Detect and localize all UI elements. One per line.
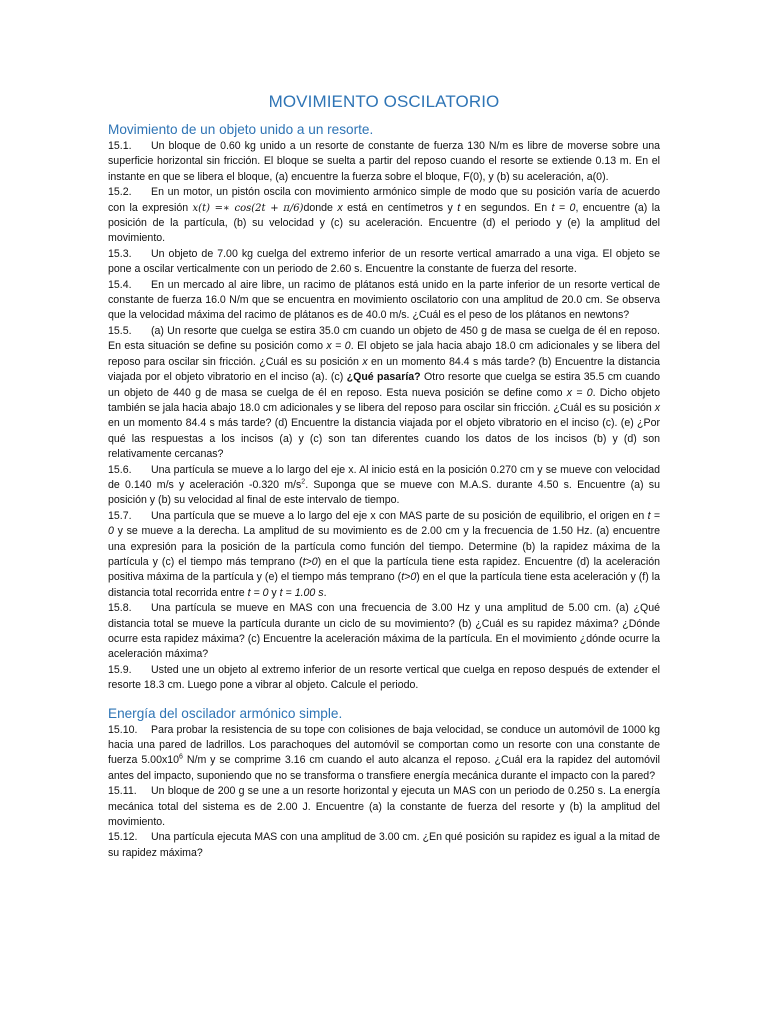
problem-text: en un momento 84.4 s más tarde? (b) Encuentre la distancia viajada por el objeto vibratorio en el inciso (a). (c) xyxy=(108,355,660,384)
problem-number: 15.4. xyxy=(108,278,132,291)
problem-text: Un bloque de 200 g se une a un resorte horizontal y ejecuta un MAS con un periodo de 0.250 s. La energía mecánica total del sistema es de 2.00 J. Encuentre (a) la constante de fuerza del resorte y (b) la amplitud del movimiento. xyxy=(108,785,660,829)
variable-x: x xyxy=(337,201,343,214)
problem-number: 15.5. xyxy=(108,324,132,337)
variable-t-positive: t>0 xyxy=(401,571,417,584)
problem-15-11 xyxy=(108,784,660,830)
variable-t: t xyxy=(457,201,461,214)
what-if-label: ¿Qué pasaría? xyxy=(346,371,421,384)
problem-number: 15.11. xyxy=(108,785,137,798)
problem-number: 15.2. xyxy=(108,186,132,199)
variable-t-one: t = 1.00 s xyxy=(279,586,324,599)
problem-text: Una partícula se mueve en MAS con una frecuencia de 3.00 Hz y una amplitud de 5.00 cm. (a) ¿Qué distancia total se mueve la partícula durante un ciclo de su movimiento? (b) ¿Cuál es su rapidez máxima? ¿Dónde ocurre esta rapidez máxima? (c) Encuentre la aceleración máxima de la partícula. En el movimiento ¿dónde ocurre la aceleración máxima? xyxy=(108,602,660,661)
variable-t-zero: t = 0 xyxy=(247,586,269,599)
variable-x: x xyxy=(654,401,660,414)
problem-text: y xyxy=(268,586,280,599)
superscript: 2 xyxy=(301,478,306,486)
problem-text: ) en el que la partícula tiene esta aceleración y (f) la distancia total recorrida entre xyxy=(108,571,661,599)
problem-text: donde xyxy=(303,201,338,214)
problem-text: N/m y se comprime 3.16 cm cuando el auto alcanza el reposo. ¿Cuál era la rapidez del automóvil antes del impacto, suponiendo que no se transforma o transfiere energía mecánica durante el impacto con la pared? xyxy=(108,754,660,782)
problem-text: Una partícula se mueve a lo largo del eje x. Al inicio está en la posición 0.270 cm y se mueve con velocidad de 0.140 m/s y aceleración -0.320 m/s xyxy=(108,463,660,491)
problem-number: 15.6. xyxy=(108,463,132,476)
problem-number: 15.9. xyxy=(108,663,132,676)
superscript: 6 xyxy=(179,753,183,761)
problem-text: en segundos. En xyxy=(460,201,552,214)
variable-t-zero: t = 0 xyxy=(551,201,576,214)
problem-text: Usted une un objeto al extremo inferior de un resorte vertical que cuelga en reposo después de extender el resorte 18.3 cm. Luego pone a vibrar al objeto. Calcule el periodo. xyxy=(108,663,660,692)
problem-number: 15.8. xyxy=(108,602,132,615)
problem-number: 15.3. xyxy=(108,247,132,260)
problem-15-3 xyxy=(108,247,660,278)
problem-text: . Suponga que se mueve con M.A.S. durante 4.50 s. Encuentre (a) su posición y (b) su velocidad al final de este intervalo de tiempo. xyxy=(108,478,660,507)
problem-text: ) en el que la partícula tiene esta rapidez. Encuentre (d) la aceleración positiva máxima de la partícula y (e) el tiempo más temprano ( xyxy=(108,555,660,584)
problem-15-12 xyxy=(108,830,660,861)
page-title: MOVIMIENTO OSCILATORIO xyxy=(268,92,500,111)
problem-text: Un objeto de 7.00 kg cuelga del extremo inferior de un resorte vertical amarrado a una viga. El objeto se pone a oscilar verticalmente con un periodo de 2.60 s. Encuentre la constante de fuerza del resorte. xyxy=(108,247,660,276)
section-heading-energy: Energía del oscilador armónico simple. xyxy=(108,705,343,721)
variable-t-zero: t = 0 xyxy=(108,509,660,538)
problem-text: En un mercado al aire libre, un racimo de plátanos está unido en la parte inferior de un resorte vertical de constante de fuerza 16.0 N/m que se encuentra en movimiento oscilatorio con una amplitud de 20.0 cm. Se observa que la velocidad máxima del racimo de plátanos es de 40.0 m/s. ¿Cuál es el peso de los plátanos en newtons? xyxy=(108,278,660,322)
problem-text: está en centímetros y xyxy=(342,201,458,214)
problem-15-9 xyxy=(108,663,660,694)
variable-x-zero: x = 0 xyxy=(326,340,351,353)
problem-text: Una partícula que se mueve a lo largo del eje x con MAS parte de su posición de equilibrio, el origen en xyxy=(151,509,648,522)
problem-15-8 xyxy=(108,601,660,663)
position-formula: x(t) =∗ cos(2t + π/6) xyxy=(192,202,304,214)
problem-text: en un momento 84.4 s más tarde? (d) Encuentre la distancia viajada por el objeto vibratorio en el inciso (c). (e) ¿Por qué las respuestas a los incisos (a) y (c) son tan diferentes cuando los datos de los incisos (b) y (d) son relativamente cercanas? xyxy=(108,417,660,461)
variable-t-positive: t>0 xyxy=(302,555,318,568)
problem-text: Otro resorte que cuelga se estira 35.5 cm cuando un objeto de 440 g de masa se cuelga de él en reposo. Esta nueva posición se define como xyxy=(108,371,661,399)
variable-x-zero: x = 0 xyxy=(566,386,593,399)
problem-number: 15.12. xyxy=(108,831,138,844)
problem-15-2 xyxy=(108,185,660,247)
problem-number: 15.7. xyxy=(108,509,132,522)
problem-text: Para probar la resistencia de su tope con colisiones de baja velocidad, se conduce un automóvil de 1000 kg hacia una pared de ladrillos. Los parachoques del automóvil se comportan como un resorte con una constante de fuerza 5.00x10 xyxy=(108,723,660,767)
problem-text: . El objeto se jala hacia abajo 18.0 cm adicionales y se libera del reposo para oscilar sin fricción. ¿Cuál es su posición xyxy=(108,340,660,368)
problem-number: 15.1. xyxy=(108,140,132,152)
problem-15-4 xyxy=(108,278,660,324)
problem-15-5 xyxy=(108,324,660,463)
problem-text: Un bloque de 0.60 kg unido a un resorte de constante de fuerza 130 N/m es libre de moverse sobre una superficie horizontal sin fricción. El bloque se suelta a partir del reposo cuando el resorte se extiende 0.13 m. En el instante en que se libera el bloque, (a) encuentre la fuerza sobre el bloque, F(0), y (b) su aceleración, a(0). xyxy=(108,140,660,183)
problem-text: . xyxy=(323,586,327,599)
document-page xyxy=(108,92,660,861)
variable-x: x xyxy=(362,355,368,368)
section-heading-spring: Movimiento de un objeto unido a un resorte. xyxy=(108,122,374,137)
problem-text: y se mueve a la derecha. La amplitud de su movimiento es de 2.00 cm y la frecuencia de 1.50 Hz. (a) encuentre una expresión para la posición de la partícula como función del tiempo. Determine (b) la rapidez máxima de la partícula y (c) el tiempo más temprano ( xyxy=(108,525,660,568)
problem-15-6 xyxy=(108,463,660,509)
problem-15-1 xyxy=(108,139,660,185)
problem-text: , encuentre (a) la posición de la partícula, (b) su velocidad y (c) su aceleración. Encuentre (d) el periodo y (e) la amplitud del movimiento. xyxy=(108,201,660,245)
problem-15-10 xyxy=(108,723,660,785)
problem-number: 15.10. xyxy=(108,723,138,736)
problem-text: . Dicho objeto también se jala hacia abajo 18.0 cm adicionales y se libera del reposo para oscilar sin fricción. ¿Cuál es su posición xyxy=(108,386,661,414)
problem-text: Una partícula ejecuta MAS con una amplitud de 3.00 cm. ¿En qué posición su rapidez es igual a la mitad de su rapidez máxima? xyxy=(108,831,660,859)
problem-15-7 xyxy=(108,509,660,601)
problem-text: En un motor, un pistón oscila con movimiento armónico simple de modo que su posición varía de acuerdo con la expresión xyxy=(108,186,660,214)
problem-text: (a) Un resorte que cuelga se estira 35.0 cm cuando un objeto de 450 g de masa se cuelga de él en reposo. En esta situación se define su posición como xyxy=(108,324,660,353)
